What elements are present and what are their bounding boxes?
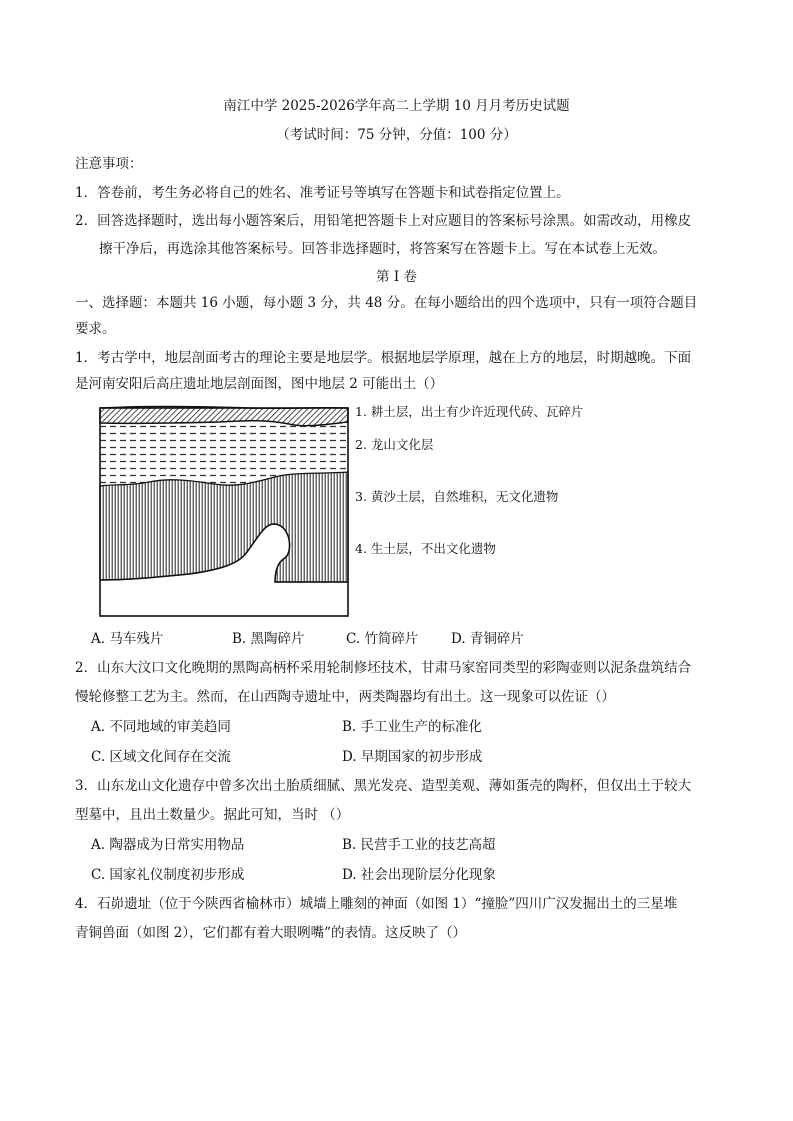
stratigraphy-diagram	[99, 402, 584, 622]
q3-option-c[interactable]: C. 国家礼仪制度初步形成	[91, 867, 245, 883]
layer-label-1: 1. 耕土层，出土有少许近现代砖、瓦碎片	[355, 404, 584, 419]
q1-option-b[interactable]: B. 黑陶碎片	[232, 631, 305, 647]
exam-subtitle: （考试时间：75 分钟，分值：100 分）	[276, 127, 517, 143]
question-2-stem: 2．山东大汶口文化晚期的黑陶高柄杯采用轮制修坯技术，甘肃马家窑同类型的彩陶壶则以泥条盘筑结合	[75, 660, 692, 676]
question-2-stem-cont: 慢轮修整工艺为主。然而，在山西陶寺遗址中，两类陶器均有出土。这一现象可以佐证（）	[75, 689, 615, 705]
layer-label-2: 2. 龙山文化层	[355, 437, 434, 452]
layer-3-loess	[100, 472, 348, 582]
q2-option-b[interactable]: B. 手工业生产的标准化	[342, 719, 483, 735]
stratigraphy-figure	[99, 402, 569, 622]
layer-label-3: 3. 黄沙土层，自然堆积，无文化遗物	[355, 489, 559, 504]
question-4-stem: 4．石峁遗址（位于今陕西省榆林市）城墙上雕刻的神面（如图 1）“撞脸”四川广汉发掘出土的三星堆	[75, 896, 678, 912]
question-3-stem: 3．山东龙山文化遗存中曾多次出土胎质细腻、黑光发亮、造型美观、薄如蛋壳的陶杯，但仅出土于较大	[75, 778, 692, 794]
exam-title: 南江中学 2025-2026学年高二上学期 10 月月考历史试题	[223, 98, 570, 114]
section-intro: 一、选择题：本题共 16 小题，每小题 3 分，共 48 分。在每小题给出的四个选项中，只有一项符合题目	[75, 295, 698, 311]
notice-heading: 注意事项：	[75, 156, 143, 172]
layer-label-4: 4. 生土层，不出文化遗物	[355, 541, 496, 556]
q1-option-c[interactable]: C. 竹简碎片	[346, 631, 419, 647]
q3-option-b[interactable]: B. 民营手工业的技艺高超	[342, 837, 496, 853]
q1-option-a[interactable]: A. 马车残片	[91, 631, 164, 647]
question-1-stem: 1．考古学中，地层剖面考古的理论主要是地层学。根据地层学原理，越在上方的地层，时期越晚。下面	[75, 350, 692, 366]
question-4-stem-cont: 青铜兽面（如图 2），它们都有着大眼咧嘴”的表情。这反映了（）	[75, 925, 467, 941]
q3-option-d[interactable]: D. 社会出现阶层分化现象	[342, 867, 496, 883]
notice-item-2-cont: 擦干净后，再选涂其他答案标号。回答非选择题时，将答案写在答题卡上。写在本试卷上无效。	[99, 241, 666, 257]
notice-item-2: 2．回答选择题时，选出每小题答案后，用铅笔把答题卡上对应题目的答案标号涂黑。如需改动，用橡皮	[75, 213, 692, 229]
section-intro-cont: 要求。	[75, 321, 116, 337]
question-1-stem-cont: 是河南安阳后高庄遗址地层剖面图，图中地层 2 可能出土（）	[75, 376, 444, 392]
question-3-stem-cont: 型墓中，且出土数量少。据此可知，当时 （）	[75, 807, 350, 823]
volume-heading: 第 I 卷	[376, 269, 417, 285]
q2-option-a[interactable]: A. 不同地域的审美趋同	[91, 719, 231, 735]
notice-item-1: 1．答卷前，考生务必将自己的姓名、准考证号等填写在答题卡和试卷指定位置上。	[75, 185, 570, 201]
q2-option-d[interactable]: D. 早期国家的初步形成	[342, 749, 483, 765]
q1-option-d[interactable]: D. 青铜碎片	[451, 631, 524, 647]
q3-option-a[interactable]: A. 陶器成为日常实用物品	[91, 837, 245, 853]
q2-option-c[interactable]: C. 区域文化间存在交流	[91, 749, 231, 765]
